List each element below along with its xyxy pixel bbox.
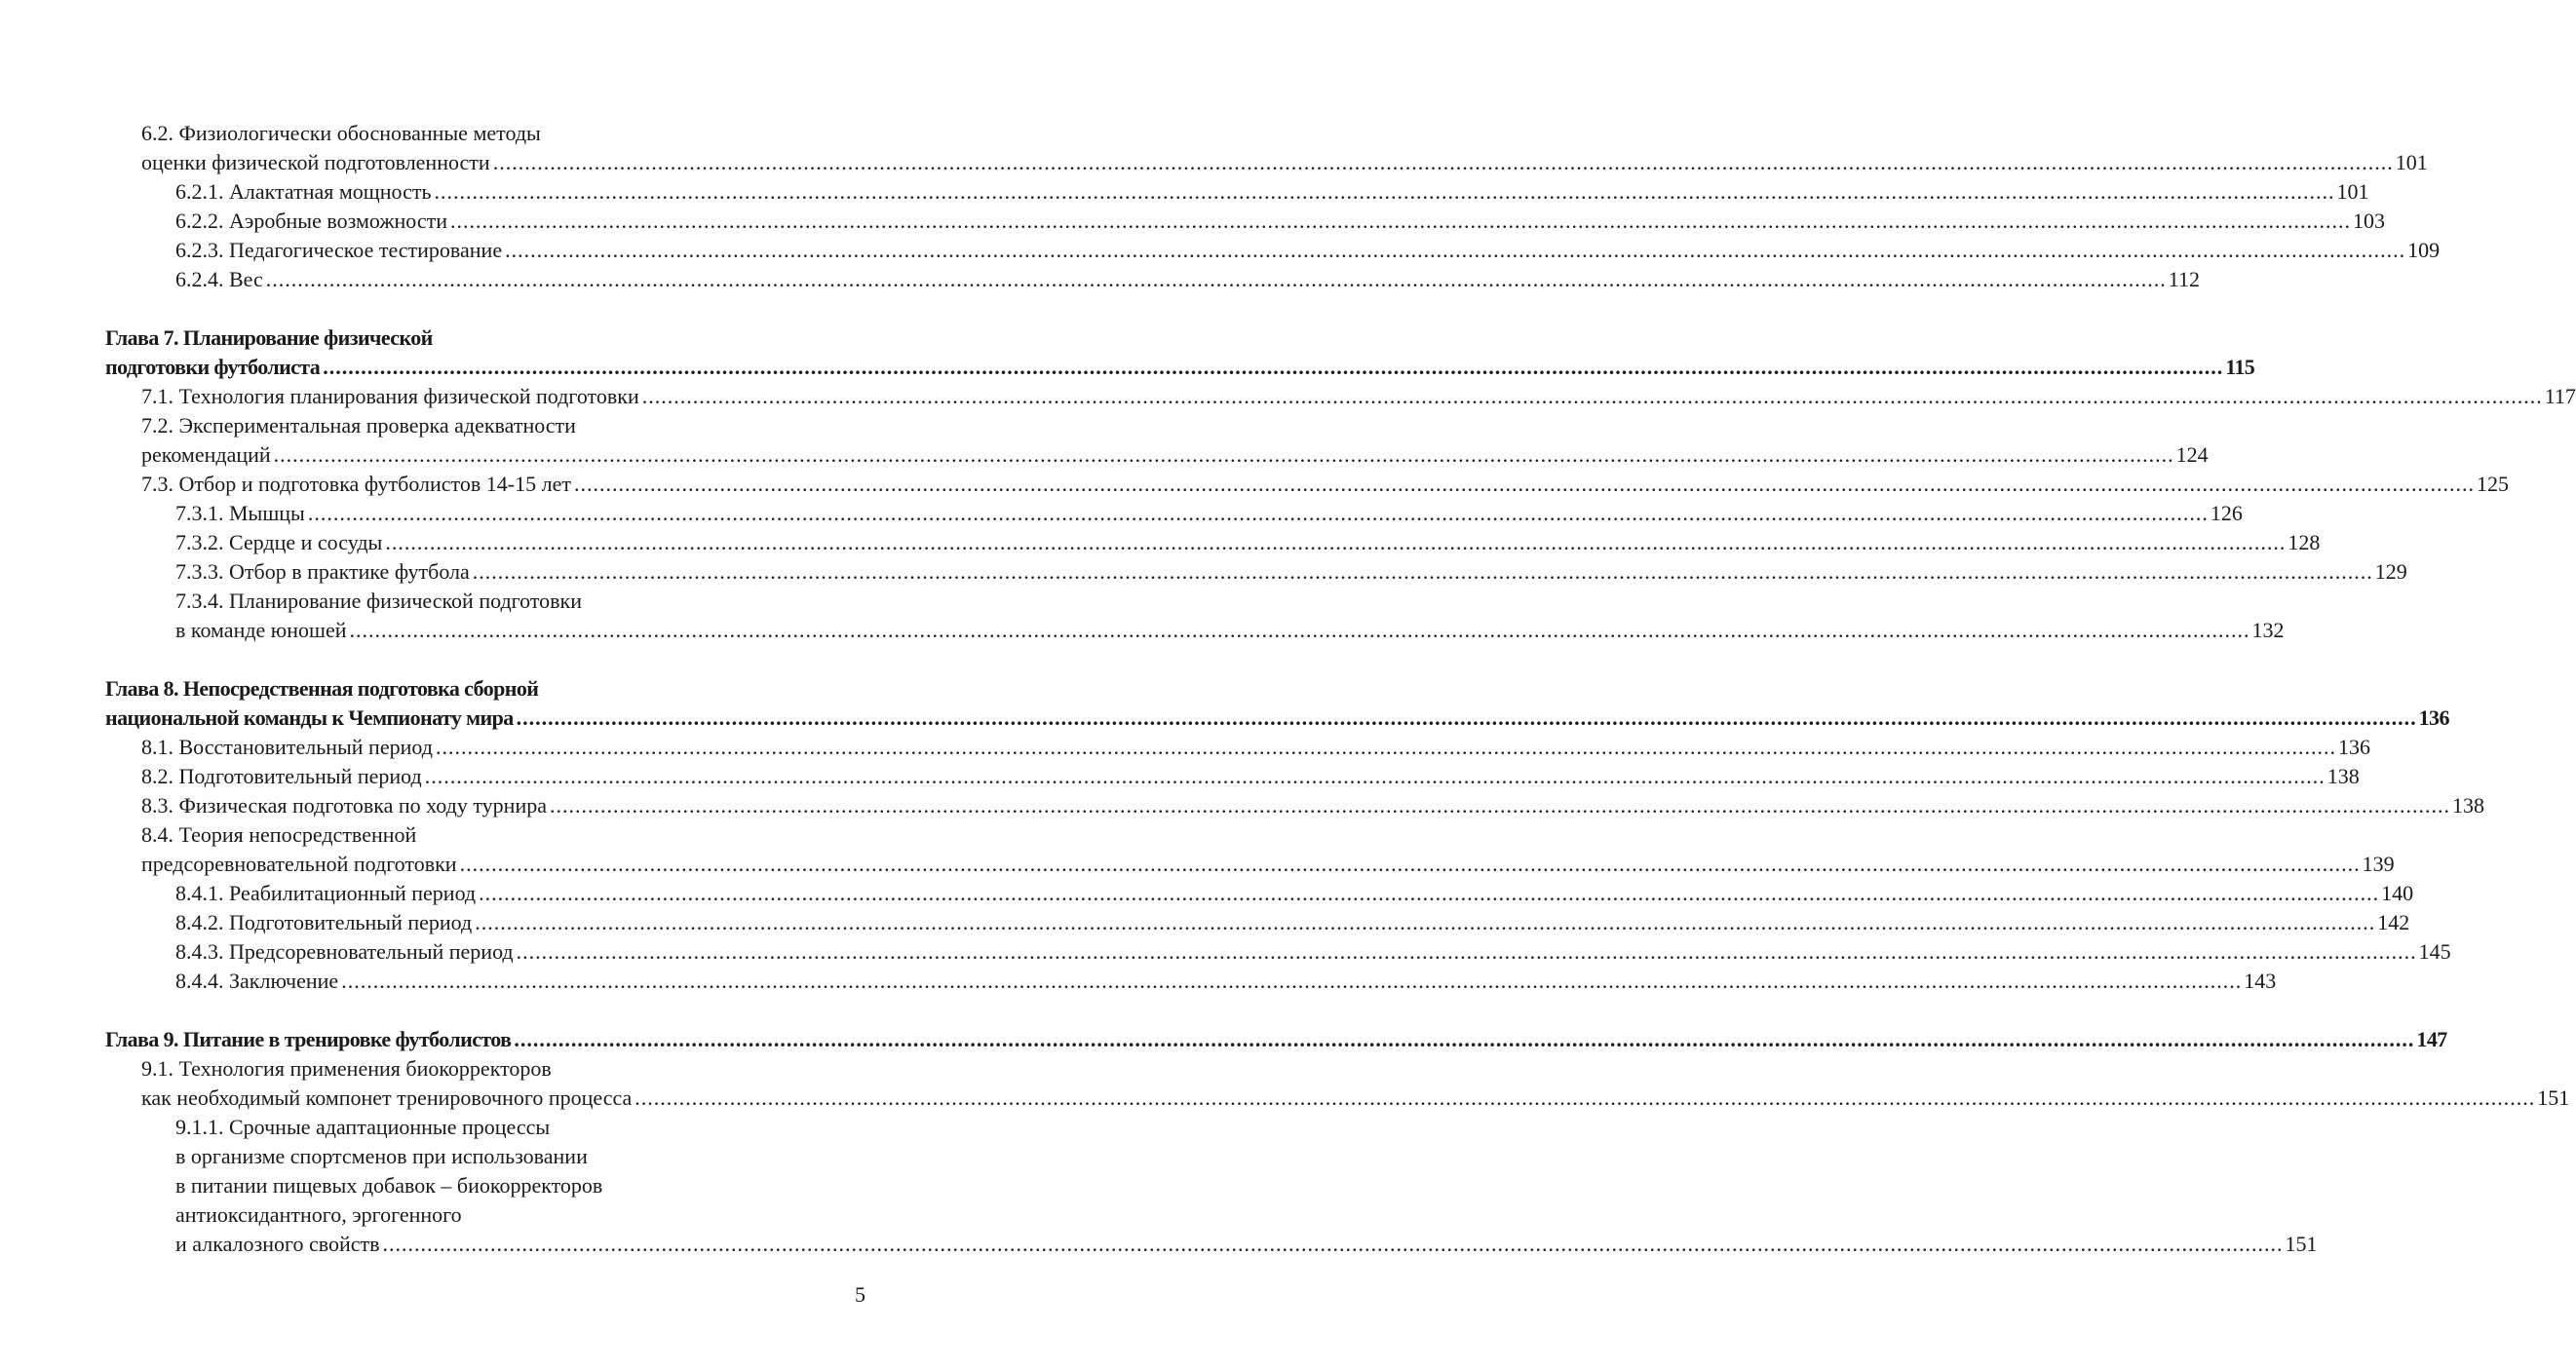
toc-entry-title: 9.1. Технология применения биокорректоров — [141, 1056, 552, 1081]
dot-leader: ............................................................................................................................................................................................................................................................................................................ — [435, 735, 2336, 759]
toc-line — [105, 1054, 856, 1084]
toc-entry-title: 7.1. Технология планирования физической подготовки — [141, 384, 639, 408]
toc-entry-title: предсоревновательной подготовки — [141, 852, 457, 876]
toc-page-number: 128 — [2288, 530, 2321, 554]
toc-page-number: 101 — [2336, 179, 2369, 204]
toc-entry[interactable] — [105, 119, 2428, 177]
dot-leader: ............................................................................................................................................................................................................................................................................................................ — [505, 238, 2406, 262]
toc-page-number: 143 — [2244, 969, 2277, 993]
dot-leader: ............................................................................................................................................................................................................................................................................................................ — [641, 384, 2543, 408]
dot-leader: ............................................................................................................................................................................................................................................................................................................ — [475, 910, 2376, 934]
toc-line — [105, 177, 2369, 207]
toc-line — [105, 557, 2407, 587]
toc-line — [105, 148, 2428, 177]
toc-line — [105, 1025, 2447, 1054]
toc-entry[interactable] — [105, 499, 2243, 528]
toc-page-number: 125 — [2476, 472, 2509, 496]
toc-entry[interactable] — [105, 937, 2451, 967]
toc-section — [105, 323, 2576, 645]
dot-leader: ............................................................................................................................................................................................................................................................................................................ — [434, 179, 2335, 204]
toc-entry[interactable] — [105, 908, 2410, 937]
toc-line — [105, 353, 2255, 382]
dot-leader: ............................................................................................................................................................................................................................................................................................................ — [472, 559, 2373, 584]
toc-page-number: 138 — [2451, 793, 2484, 818]
toc-line — [105, 119, 856, 148]
toc-entry[interactable] — [105, 265, 2200, 294]
toc-entry[interactable] — [105, 557, 2407, 587]
toc-entry[interactable] — [105, 733, 2370, 762]
toc-entry[interactable] — [105, 791, 2484, 820]
toc-entry-title: Глава 7. Планирование физической — [105, 325, 433, 350]
dot-leader: ............................................................................................................................................................................................................................................................................................................ — [516, 705, 2417, 730]
toc-line — [105, 762, 2360, 791]
toc-entry-title: 7.3.4. Планирование физической подготовки — [175, 589, 583, 613]
toc-line — [105, 733, 2370, 762]
toc-line — [105, 967, 2277, 996]
toc-entry-title: оценки физической подготовленности — [141, 150, 490, 174]
dot-leader: ............................................................................................................................................................................................................................................................................................................ — [634, 1085, 2536, 1110]
dot-leader: ............................................................................................................................................................................................................................................................................................................ — [516, 939, 2417, 964]
toc-entry-title: Глава 9. Питание в тренировке футболистов — [105, 1027, 512, 1051]
toc-line — [105, 820, 856, 850]
toc-entry-title: 6.2.4. Вес — [175, 267, 263, 291]
dot-leader: ............................................................................................................................................................................................................................................................................................................ — [492, 150, 2394, 174]
toc-entry[interactable] — [105, 470, 2509, 499]
toc-page-number: 151 — [2537, 1085, 2570, 1110]
toc-section — [105, 119, 2441, 294]
toc-line — [105, 470, 2509, 499]
toc-entry-title: в питании пищевых добавок – биокорректоров — [175, 1173, 603, 1198]
toc-line — [105, 587, 856, 616]
toc-line — [105, 674, 856, 704]
toc-entry-title: как необходимый компонет тренировочного процесса — [141, 1085, 633, 1110]
toc-entry[interactable] — [105, 177, 2369, 207]
toc-line — [105, 937, 2451, 967]
toc-page-number: 129 — [2374, 559, 2407, 584]
dot-leader: ............................................................................................................................................................................................................................................................................................................ — [479, 881, 2380, 905]
toc-entry[interactable] — [105, 1113, 2318, 1259]
toc-line — [105, 382, 2576, 411]
toc-entry-title: 8.3. Физическая подготовка по ходу турнира — [141, 793, 547, 818]
toc-entry-title: 8.4. Теория непосредственной — [141, 822, 417, 847]
toc-entry-title: антиоксидантного, эргогенного — [175, 1202, 462, 1227]
toc-line — [105, 704, 2449, 733]
toc-page-number: 151 — [2285, 1232, 2318, 1256]
dot-leader: ............................................................................................................................................................................................................................................................................................................ — [273, 442, 2174, 467]
toc-line — [105, 850, 2395, 879]
toc-entry-title: 7.3.2. Сердце и сосуды — [175, 530, 383, 554]
toc-line — [105, 1113, 856, 1142]
toc-line — [105, 207, 2386, 236]
toc-page-number: 140 — [2381, 881, 2414, 905]
toc-entry[interactable] — [105, 411, 2209, 470]
toc-page-number: 109 — [2407, 238, 2441, 262]
dot-leader: ............................................................................................................................................................................................................................................................................................................ — [265, 267, 2167, 291]
toc-line — [105, 265, 2200, 294]
toc-entry[interactable] — [105, 587, 2285, 645]
toc-entry-title: 7.3. Отбор и подготовка футболистов 14-15 лет — [141, 472, 571, 496]
dot-leader: ............................................................................................................................................................................................................................................................................................................ — [341, 969, 2243, 993]
toc-section — [105, 1025, 2570, 1259]
dot-leader: ............................................................................................................................................................................................................................................................................................................ — [382, 1232, 2284, 1256]
toc-entry-title: Глава 8. Непосредственная подготовка сборной — [105, 676, 539, 701]
dot-leader: ............................................................................................................................................................................................................................................................................................................ — [549, 793, 2450, 818]
toc-page-number: 101 — [2395, 150, 2428, 174]
toc-entry-title: 8.4.1. Реабилитационный период — [175, 881, 477, 905]
toc-line — [105, 236, 2441, 265]
toc-entry[interactable] — [105, 207, 2386, 236]
toc-entry-title: и алкалозного свойств — [175, 1232, 380, 1256]
dot-leader: ............................................................................................................................................................................................................................................................................................................ — [307, 501, 2209, 525]
toc-line — [105, 908, 2410, 937]
toc-page-number: 117 — [2544, 384, 2576, 408]
toc-page-number: 136 — [2337, 735, 2370, 759]
toc-entry-title: 7.3.1. Мышцы — [175, 501, 305, 525]
toc-entry[interactable] — [105, 820, 2395, 879]
toc-entry[interactable] — [105, 762, 2360, 791]
dot-leader: ............................................................................................................................................................................................................................................................................................................ — [459, 852, 2361, 876]
table-of-contents — [105, 119, 2576, 1288]
toc-page-number: 126 — [2210, 501, 2243, 525]
toc-line — [105, 879, 2414, 908]
toc-entry[interactable] — [105, 879, 2414, 908]
dot-leader: ............................................................................................................................................................................................................................................................................................................ — [349, 618, 2250, 642]
toc-page-number: 112 — [2168, 267, 2200, 291]
toc-page-number: 115 — [2225, 355, 2255, 379]
toc-line — [105, 1084, 2570, 1113]
toc-entry-title: 7.2. Экспериментальная проверка адекватности — [141, 413, 576, 438]
dot-leader: ............................................................................................................................................................................................................................................................................................................ — [323, 355, 2224, 379]
toc-entry-title: национальной команды к Чемпионату мира — [105, 705, 514, 730]
toc-entry-title: 8.4.3. Предсоревновательный период — [175, 939, 514, 964]
dot-leader: ............................................................................................................................................................................................................................................................................................................ — [424, 764, 2326, 788]
toc-line — [105, 528, 2321, 557]
toc-entry-title: рекомендаций — [141, 442, 271, 467]
toc-entry-title: 7.3.3. Отбор в практике футбола — [175, 559, 470, 584]
toc-entry[interactable] — [105, 1054, 2570, 1113]
toc-page-number: 138 — [2326, 764, 2360, 788]
toc-line — [105, 499, 2243, 528]
toc-page-number: 145 — [2418, 939, 2451, 964]
toc-line — [105, 616, 2285, 645]
toc-line — [105, 1230, 2318, 1259]
toc-entry-title: 6.2.1. Алактатная мощность — [175, 179, 432, 204]
toc-entry-title: 8.4.4. Заключение — [175, 969, 339, 993]
dot-leader: ............................................................................................................................................................................................................................................................................................................ — [385, 530, 2287, 554]
toc-line — [105, 1200, 856, 1230]
toc-page-number: 139 — [2362, 852, 2395, 876]
toc-line — [105, 791, 2484, 820]
toc-line — [105, 440, 2209, 470]
toc-entry[interactable] — [105, 382, 2576, 411]
toc-section — [105, 674, 2484, 996]
page-number: 5 — [855, 1282, 865, 1307]
toc-entry-title: 6.2.2. Аэробные возможности — [175, 209, 448, 233]
toc-entry[interactable] — [105, 528, 2321, 557]
toc-page-number: 132 — [2251, 618, 2285, 642]
toc-page-number: 142 — [2377, 910, 2410, 934]
toc-page-number: 147 — [2416, 1027, 2447, 1051]
toc-page-number: 103 — [2353, 209, 2386, 233]
toc-entry-title: в организме спортсменов при использовании — [175, 1144, 588, 1168]
dot-leader: ............................................................................................................................................................................................................................................................................................................ — [573, 472, 2475, 496]
toc-entry-title: 6.2. Физиологически обоснованные методы — [141, 121, 541, 145]
toc-chapter-entry[interactable] — [105, 1025, 2447, 1054]
toc-line — [105, 411, 856, 440]
dot-leader: ............................................................................................................................................................................................................................................................................................................ — [514, 1027, 2415, 1051]
toc-line — [105, 323, 856, 353]
toc-entry-title: подготовки футболиста — [105, 355, 321, 379]
toc-line — [105, 1171, 856, 1200]
toc-chapter-entry[interactable] — [105, 323, 2255, 382]
toc-entry-title: в команде юношей — [175, 618, 347, 642]
toc-line — [105, 1142, 856, 1171]
toc-entry-title: 8.2. Подготовительный период — [141, 764, 422, 788]
toc-chapter-entry[interactable] — [105, 674, 2449, 733]
dot-leader: ............................................................................................................................................................................................................................................................................................................ — [450, 209, 2352, 233]
toc-entry-title: 8.1. Восстановительный период — [141, 735, 433, 759]
toc-entry-title: 6.2.3. Педагогическое тестирование — [175, 238, 503, 262]
toc-entry[interactable] — [105, 967, 2277, 996]
toc-page-number: 124 — [2175, 442, 2209, 467]
toc-entry-title: 9.1.1. Срочные адаптационные процессы — [175, 1115, 551, 1139]
toc-entry-title: 8.4.2. Подготовительный период — [175, 910, 473, 934]
toc-entry[interactable] — [105, 236, 2441, 265]
toc-page-number: 136 — [2418, 705, 2449, 730]
